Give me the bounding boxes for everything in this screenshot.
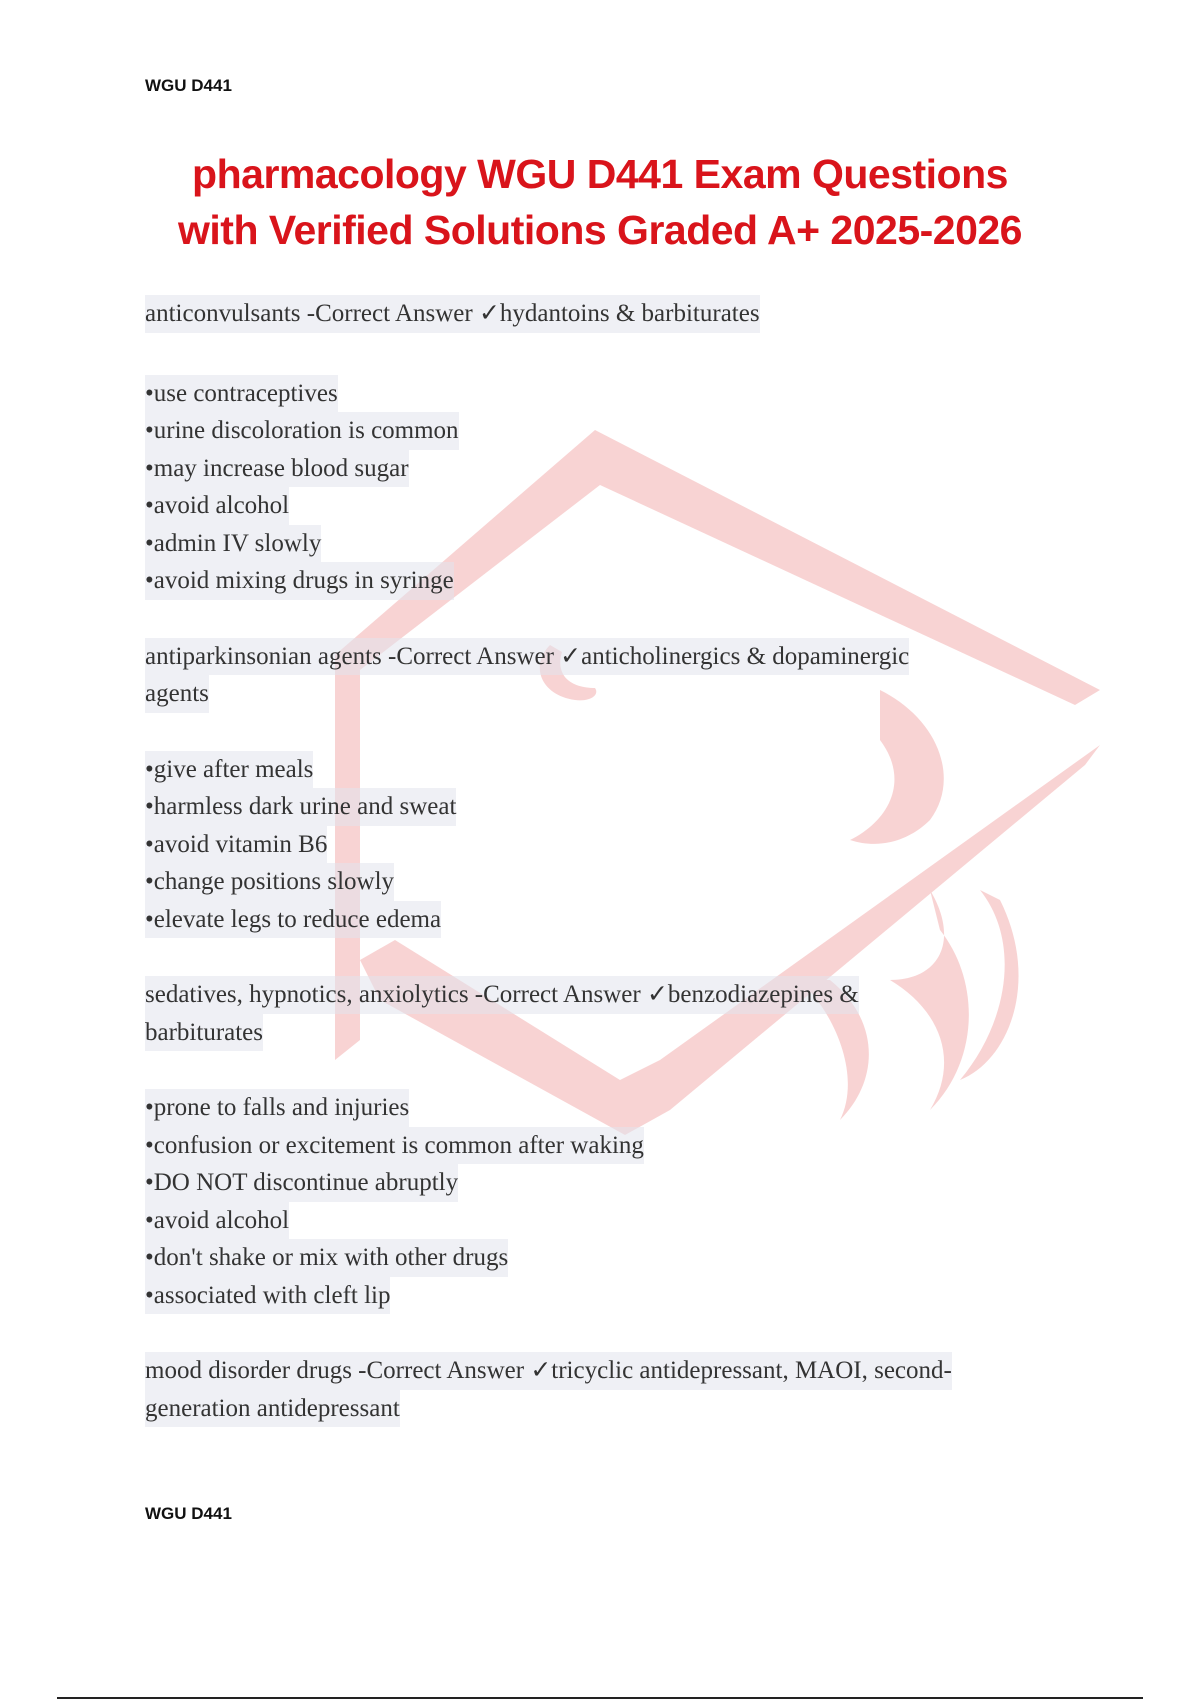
bullet-list [145, 751, 1065, 939]
qa-content [145, 295, 1065, 1427]
list-item: •associated with cleft lip [145, 1277, 390, 1315]
page-divider [57, 1697, 1143, 1699]
question-line: barbiturates [145, 1014, 263, 1052]
qa-section [145, 638, 1065, 713]
bullet-list [145, 1089, 1065, 1314]
list-item: •admin IV slowly [145, 525, 321, 563]
qa-section [145, 1352, 1065, 1427]
title-line-2: with Verified Solutions Graded A+ 2025-2026 [178, 207, 1022, 253]
qa-section [145, 295, 1065, 333]
header-label: WGU D441 [145, 76, 232, 95]
list-item: •avoid mixing drugs in syringe [145, 562, 454, 600]
list-item: •change positions slowly [145, 863, 394, 901]
list-item: •elevate legs to reduce edema [145, 901, 441, 939]
list-item: •don't shake or mix with other drugs [145, 1239, 508, 1277]
question-line: agents [145, 675, 209, 713]
list-item: •give after meals [145, 751, 313, 789]
list-item: •avoid alcohol [145, 487, 289, 525]
list-item: •harmless dark urine and sweat [145, 788, 456, 826]
qa-section [145, 976, 1065, 1051]
question-line: anticonvulsants -Correct Answer ✓hydantoins & barbiturates [145, 295, 760, 333]
question-line: antiparkinsonian agents -Correct Answer ✓anticholinergics & dopaminergic [145, 638, 909, 676]
question-line: sedatives, hypnotics, anxiolytics -Correct Answer ✓benzodiazepines & [145, 976, 859, 1014]
page-title [100, 146, 1100, 258]
list-item: •may increase blood sugar [145, 450, 409, 488]
list-item: •avoid alcohol [145, 1202, 289, 1240]
question-line: mood disorder drugs -Correct Answer ✓tricyclic antidepressant, MAOI, second- [145, 1352, 952, 1390]
footer-label: WGU D441 [145, 1504, 232, 1523]
list-item: •avoid vitamin B6 [145, 826, 327, 864]
bullet-list [145, 375, 1065, 600]
list-item: •urine discoloration is common [145, 412, 459, 450]
question-line: generation antidepressant [145, 1390, 400, 1428]
title-line-1: pharmacology WGU D441 Exam Questions [192, 151, 1008, 197]
list-item: •DO NOT discontinue abruptly [145, 1164, 458, 1202]
list-item: •prone to falls and injuries [145, 1089, 409, 1127]
list-item: •use contraceptives [145, 375, 338, 413]
list-item: •confusion or excitement is common after waking [145, 1127, 644, 1165]
